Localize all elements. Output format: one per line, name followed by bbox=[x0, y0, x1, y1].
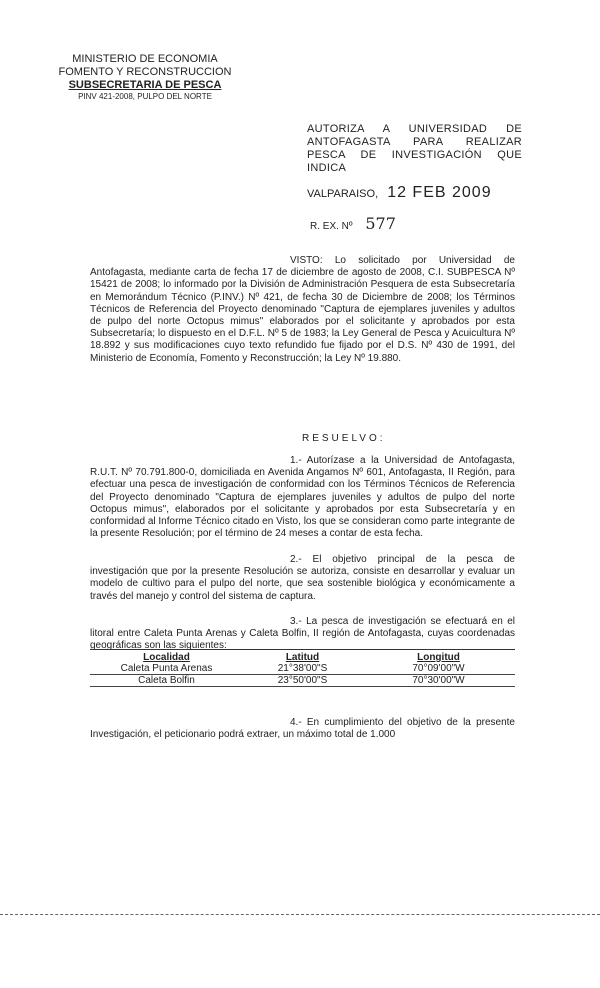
place-date bbox=[307, 184, 492, 202]
col-localidad: Localidad bbox=[90, 650, 243, 664]
reference-code: PINV 421-2008, PULPO DEL NORTE bbox=[78, 92, 212, 101]
resolution-number bbox=[310, 214, 396, 233]
table-row: Caleta Punta Arenas 21°38'00"S 70°09'00"W bbox=[90, 663, 515, 675]
ministry-line-2: FOMENTO Y RECONSTRUCCION bbox=[58, 66, 232, 78]
date-stamp: 12 FEB 2009 bbox=[387, 184, 492, 201]
place: VALPARAISO, bbox=[307, 188, 379, 200]
article-1: 1.- Autorízase a la Universidad de Antofagasta, R.U.T. Nº 70.791.800-0, domiciliada en Avenida Angamos Nº 601, Antofagasta, II Región, para efectuar una pesca de investigación de conformidad con los Términos Técnicos de Referencia del Proyecto denominado "Captura de ejemplares juveniles y adultos de pulpo del norte Octopus mimus", elaborados por el solicitante y aprobados por esta Subsecretaría y en conformidad al Informe Técnico citado en Visto, los que se consideran como parte integrante de la presente Resolución; por el término de 24 meses a contar de esta fecha. bbox=[90, 455, 515, 540]
visto-paragraph: VISTO: Lo solicitado por Universidad de Antofagasta, mediante carta de fecha 17 de diciembre de agosto de 2008, C.I. SUBPESCA Nº 15421 de 2008; lo informado por la División de Administración Pesquera de esta Subsecretaría en Memorándum Técnico (P.INV.) Nº 421, de fecha 30 de Diciembre de 2008; los Términos Técnicos de Referencia del Proyecto denominado "Captura de ejemplares juveniles y adultos de pulpo del norte Octopus mimus" elaborados por el solicitante y aprobados por esta Subsecretaría; lo dispuesto en el D.F.L. Nº 5 de 1983; la Ley General de Pesca y Acuicultura Nº 18.892 y sus modificaciones cuyo texto refundido fue fijado por el D.S. Nº 430 de 1991, del Ministerio de Economía, Fomento y Reconstrucción; la Ley Nº 19.880. bbox=[90, 255, 515, 364]
article-2: 2.- El objetivo principal de la pesca de investigación que por la presente Resolución se autoriza, consiste en desarrollar y evaluar un modelo de cultivo para el pulpo del norte, que sea sostenible biológica y económicamente a través del manejo y control del sistema de captura. bbox=[90, 554, 515, 602]
resuelvo-heading: RESUELVO: bbox=[302, 433, 386, 444]
page-edge-line bbox=[0, 914, 600, 915]
article-4: 4.- En cumplimiento del objetivo de la presente Investigación, el peticionario podrá extraer, un máximo total de 1.000 bbox=[90, 717, 515, 741]
rex-label: R. EX. Nº bbox=[310, 221, 353, 232]
letterhead bbox=[55, 53, 235, 102]
col-latitud: Latitud bbox=[243, 650, 362, 664]
table-row: Caleta Bolfin 23°50'00"S 70°30'00"W bbox=[90, 675, 515, 687]
subsecretaria-line: SUBSECRETARIA DE PESCA bbox=[68, 79, 222, 91]
document-title: AUTORIZA A UNIVERSIDAD DE ANTOFAGASTA PARA REALIZAR PESCA DE INVESTIGACIÓN QUE INDICA bbox=[307, 123, 522, 174]
col-longitud: Longitud bbox=[362, 650, 515, 664]
coordinates-table bbox=[90, 649, 515, 687]
rex-number: 577 bbox=[365, 214, 396, 233]
article-3: 3.- La pesca de investigación se efectuará en el litoral entre Caleta Punta Arenas y Caleta Bolfin, II región de Antofagasta, cuyas coordenadas geográficas son las siguientes: bbox=[90, 616, 515, 652]
ministry-line: MINISTERIO DE ECONOMIA bbox=[72, 53, 218, 65]
